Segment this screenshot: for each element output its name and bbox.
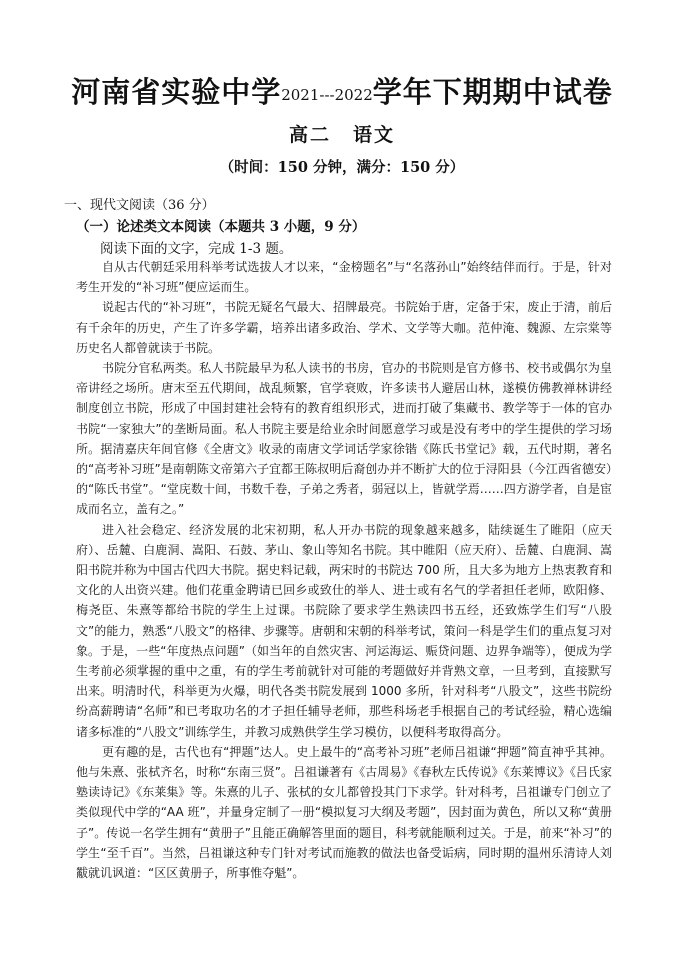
- time-score-info: （时间：150 分钟，满分：150 分）: [219, 159, 465, 176]
- passage-paragraph: 自从古代朝廷采用科举考试选拔人才以来，“金榜题名”与“名落孙山”始终结伴而行。于是，针对考生开发的“补习班”便应运而生。: [76, 260, 612, 295]
- passage-paragraph: 说起古代的“补习班”，书院无疑名气最大、招牌最亮。书院始于唐，定备于宋，废止于清，前后有千余年的历史，产生了许多学霸，培养出诸多政治、学术、文学等大咖。范仲淹、魏源、左宗棠等历史名人都曾就读于书院。: [76, 300, 612, 355]
- reading-instruction: 阅读下面的文字，完成 1-3 题。: [100, 241, 293, 257]
- title-year: 2021---2022: [281, 86, 373, 104]
- reading-passage: [76, 257, 612, 883]
- subsection-heading: （一）论述类文本阅读（本题共 3 小题，9 分）: [76, 219, 366, 235]
- exam-title: [0, 70, 684, 111]
- title-school: 河南省实验中学: [71, 75, 282, 109]
- passage-paragraph: 更有趣的是，古代也有“押题”达人。史上最牛的“高考补习班”老师吕祖谦“押题”简直神乎其神。他与朱熹、张栻齐名，时称“东南三贤”。吕祖谦著有《古周易》《春秋左氏传说》《东莱博议》《吕氏家塾读诗记》《东莱集》等。朱熹的儿子、张栻的女儿都曾投其门下求学。针对科考，吕祖谦专门创立了类似现代中学的“AA 班”，并量身定制了一册“模拟复习大纲及考题”，因封面为黄色，所以又称“黄册子”。传说一名学生拥有“黄册子”且能正确解答里面的题目，科考就能顺利过关。于是，前来“补习”的学生“至千百”。当然，吕祖谦这种专门针对考试而施教的做法也备受诟病，同时期的温州乐清诗人刘黻就讥讽道：“区区黄册子，所事惟夺魁”。: [76, 744, 612, 881]
- passage-paragraph: 进入社会稳定、经济发展的北宋初期，私人开办书院的现象越来越多，陆续诞生了睢阳（应天府）、岳麓、白鹿洞、嵩阳、石鼓、茅山、象山等知名书院。其中睢阳（应天府）、岳麓、白鹿洞、嵩阳书院并称为中国古代四大书院。据史料记载，两宋时的书院达 700 所，且大多为地方上热衷教育和文化的人出资兴建。他们花重金聘请已回乡或致仕的举人、进士或有名气的学者担任老师，欧阳修、梅尧臣、朱熹等都给书院的学生上过课。书院除了要求学生熟读四书五经，还致炼学生们写“八股文”的能力，熟悉“八股文”的格律、步骤等。唐朝和宋朝的科举考试，策问一科是学生们的重点复习对象。于是，一些“年度热点问题”（如当年的自然灾害、河运海运、赈贷问题、边界争端等），便成为学生考前必须掌握的重中之重，有的学生考前就针对可能的考题做好并背熟文章，一旦考到，直接默写出来。明清时代，科举更为火爆，明代各类书院发展到 1000 多所，针对科考“八股文”，这些书院纷纷高薪聘请“名师”和已考取功名的才子担任辅导老师，那些科场老手根据自己的考试经验，精心选编诸多标准的“八股文”训练学生，并教习成熟供学生学习模仿，以便科考取得高分。: [76, 522, 612, 739]
- subject-label: 语文: [353, 124, 396, 146]
- exam-subtitle: [0, 120, 684, 147]
- section-heading: 一、现代文阅读（36 分）: [64, 198, 215, 213]
- grade-label: 高二: [288, 124, 331, 146]
- passage-paragraph: 书院分官私两类。私人书院最早为私人读书的书房，官办的书院则是官方修书、校书或偶尔为皇帝讲经之场所。唐末至五代期间，战乱频繁，官学衰败，许多读书人避居山林，遂模仿佛教禅林讲经制度创立书院，形成了中国封建社会特有的教育组织形式，进而打破了集藏书、教学等于一体的官办书院“一家独大”的垄断局面。私人书院主要是给业余时间愿意学习或是没有考中的学生提供的学习场所。据清嘉庆年间官修《全唐文》收录的南唐文学词话学家徐锴《陈氏书堂记》载，五代时期，著名的“高考补习班”是南朝陈文帝第六子宜都王陈叔明后裔创办并不断扩大的位于浔阳县（今江西省德安）的“陈氏书堂”。“堂庑数十间，书数千卷，子弟之秀者，弱冠以上，皆就学焉……四方游学者，自是宦成而名立，盖有之。”: [76, 361, 612, 517]
- title-term: 学年下期期中试卷: [372, 75, 613, 109]
